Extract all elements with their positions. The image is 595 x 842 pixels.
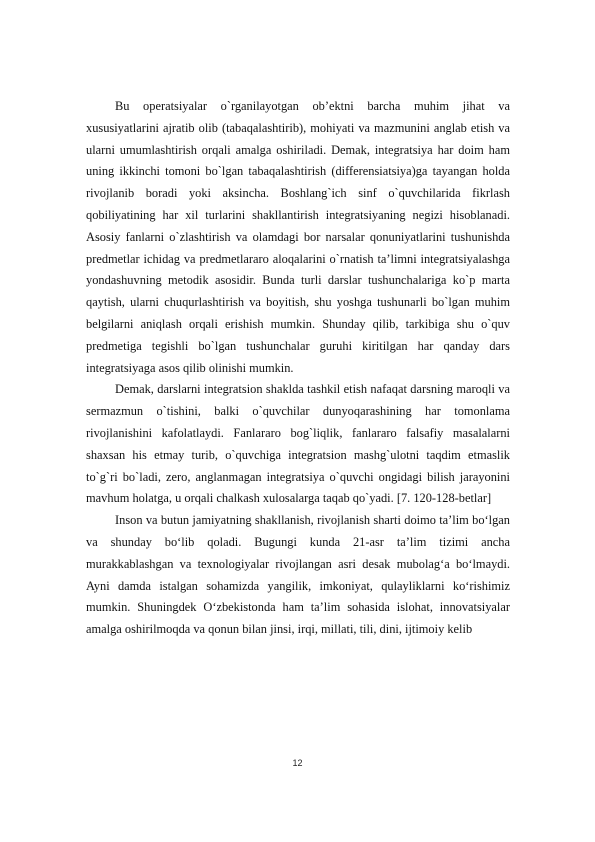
paragraph-2: Demak, darslarni integratsion shaklda tashkil etish nafaqat darsning maroqli va sermazmun o`tishini, balki o`quvchilar dunyoqarashining har tomonlama rivojlanishini kafolatlaydi. Fanlararo bog`liqlik, fanlararo falsafiy masalalarni shaxsan his etmay turib, o`quvchiga integratsion mashg`ulotni taqdim etmaslik to`g`ri bo`ladi, zero, anglanmagan integratsiya o`quvchi ongidagi bilish jarayonini mavhum holatga, u orqali chalkash xulosalarga taqab qo`yadi. [7. 120-128-betlar] (86, 382, 510, 506)
paragraph-1: Bu operatsiyalar o`rganilayotgan ob’ektni barcha muhim jihat va xususiyatlarini ajratib olib (tabaqalashtirib), mohiyati va mazmunini anglab etish va ularni umumlashtirish orqali amalga oshiriladi. Demak, integratsiya har doim ham uning ikkinchi tomoni bo`lgan tabaqalashtirish (differensiatsiya)ga tayangan holda rivojlanib boradi yoki aksincha. Boshlang`ich sinf o`quvchilarida fikrlash qobiliyatining har xil turlarini shakllantirish integratsiyaning negizi hisoblanadi. Asosiy fanlarni o`zlashtirish va olamdagi bor narsalar qonuniyatlarini tushunishda predmetlar ichidag va predmetlararo aloqalarini o`rnatish ta’limni integratsiyalashga yondashuvning metodik asosidir. Bunda turli darslar tushunchalariga ko`p marta qaytish, ularni chuqurlashtirish va boyitish, shu yoshga tushunarli bo`lgan muhim belgilarni aniqlash orqali erishish mumkin. Shunday qilib, tarkibiga shu o`quv predmetiga tegishli bo`lgan tushunchalar guruhi kiritilgan har qanday dars integratsiyaga asos qilib olinishi mumkin. (86, 99, 510, 375)
paragraph-3: Inson va butun jamiyatning shakllanish, rivojlanish sharti doimo ta’lim bo‘lgan va shunday bo‘lib qoladi. Bugungi kunda 21-asr ta’lim tizimi ancha murakkablashgan va texnologiyalar rivojlangan asri desak mubolag‘a bo‘lmaydi. Ayni damda istalgan sohamizda yangilik, imkoniyat, qulayliklarni ko‘rishimiz mumkin. Shuningdek O‘zbekistonda ham ta’lim sohasida islohat, innovatsiyalar amalga oshirilmoqda va qonun bilan jinsi, irqi, millati, tili, dini, ijtimoiy kelib (86, 513, 510, 637)
body-text (86, 96, 510, 641)
page-number: 12 (292, 758, 303, 768)
